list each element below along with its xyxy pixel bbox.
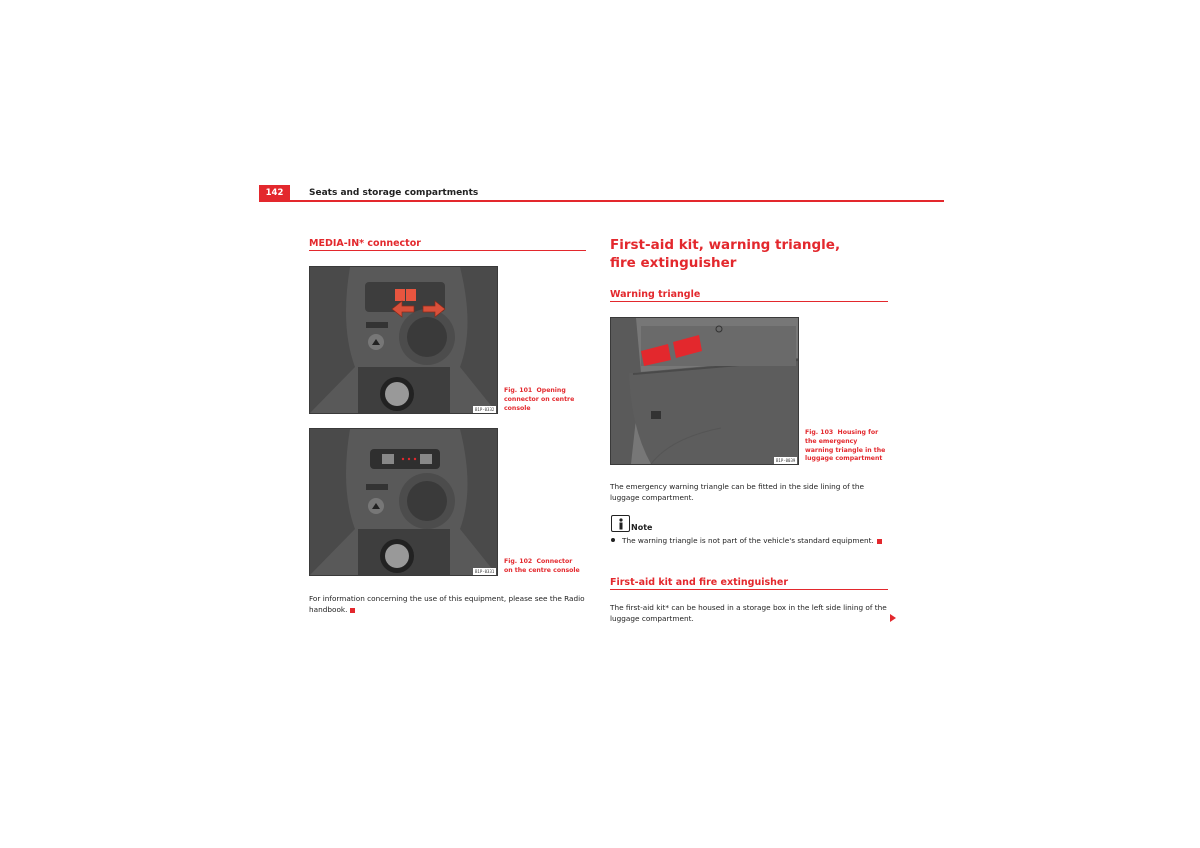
figure-103-code: B1P-0039 <box>776 458 796 463</box>
figure-102-code: B1P-0331 <box>475 569 495 574</box>
section-heading-rule <box>610 589 888 590</box>
figure-103-caption <box>805 429 887 464</box>
figure-102-text: Connector on the centre console <box>504 558 580 574</box>
continue-arrow-icon <box>890 614 896 622</box>
figure-101-text: Opening connector on centre console <box>504 387 575 412</box>
bullet-icon <box>611 538 615 542</box>
header-rule <box>259 200 944 202</box>
figure-102-caption <box>504 558 582 576</box>
info-icon <box>611 515 630 532</box>
figure-101-code: B1P-0332 <box>475 407 495 412</box>
end-square-icon <box>350 608 355 613</box>
section-heading-first-aid: First-aid kit and fire extinguisher <box>610 577 789 588</box>
section-heading-warning-triangle: Warning triangle <box>610 289 701 300</box>
media-in-body: For information concerning the use of this equipment, please see the Radio handbook. <box>309 594 585 614</box>
figure-103-text: Housing for the emergency warning triangle in the luggage compartment <box>805 429 886 463</box>
section-heading-rule <box>610 301 888 302</box>
figure-101-number: Fig. 101 <box>504 387 533 394</box>
note-item: The warning triangle is not part of the vehicle's standard equipment. <box>622 536 874 545</box>
figure-102-number: Fig. 102 <box>504 558 533 565</box>
figure-101-caption <box>504 387 582 413</box>
end-square-icon <box>877 539 882 544</box>
figure-102-image <box>309 428 498 576</box>
section-heading-media-in: MEDIA-IN* connector <box>309 238 421 249</box>
warning-triangle-body: The emergency warning triangle can be fitted in the side lining of the luggage compartment. <box>610 482 865 502</box>
figure-103-number: Fig. 103 <box>805 429 834 436</box>
media-in-paragraph <box>309 593 589 615</box>
note-label: Note <box>631 523 653 532</box>
figure-101-image <box>309 266 498 414</box>
page-section-title: First-aid kit, warning triangle, fire extinguisher <box>610 237 841 271</box>
chapter-title: Seats and storage compartments <box>309 188 479 198</box>
note-paragraph <box>622 535 892 546</box>
figure-103-image <box>610 317 799 465</box>
section-heading-rule <box>309 250 586 251</box>
page-number: 142 <box>259 185 290 201</box>
first-aid-body: The first-aid kit* can be housed in a storage box in the left side lining of the luggage compartment. <box>610 603 887 623</box>
